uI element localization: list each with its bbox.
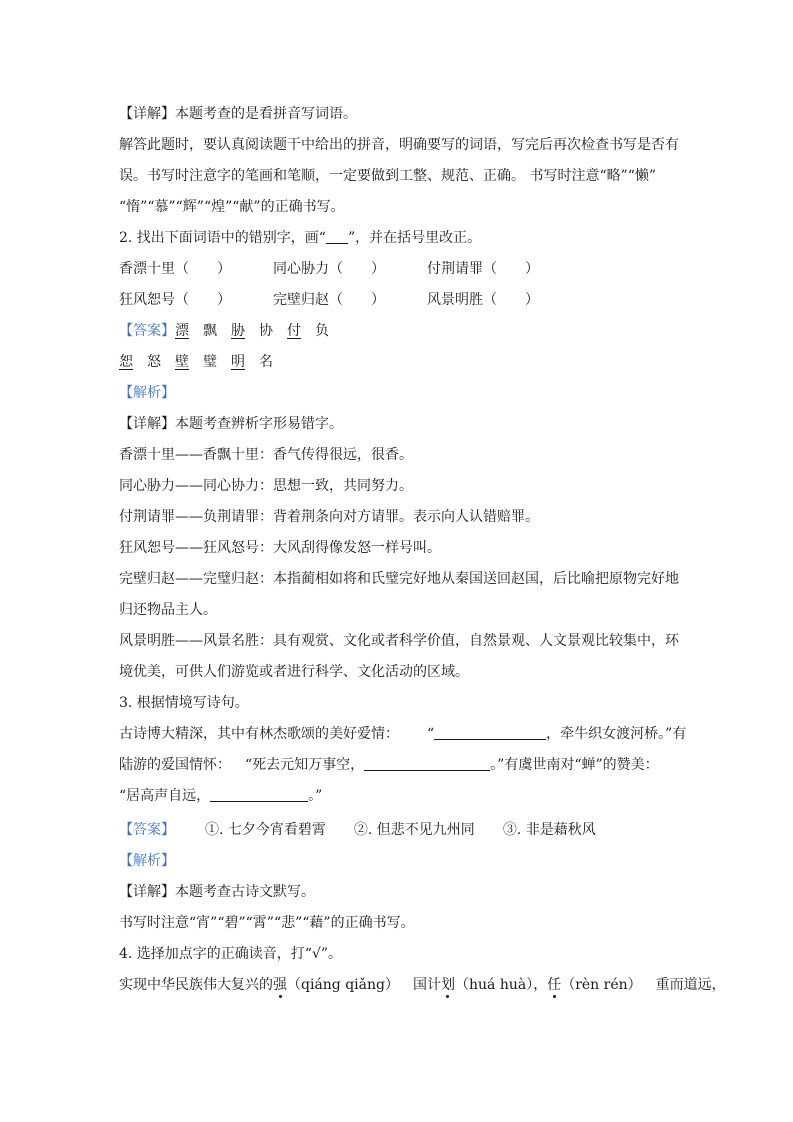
answer-char: 胁 [231, 323, 245, 339]
explanation-line: 完壁归赵——完璧归赵：本指蔺相如将和氏璧完好地从秦国送回赵国，后比喻把原物完好地 [119, 571, 679, 587]
q2-answer-row [119, 321, 329, 341]
q1-detail-line [119, 104, 357, 124]
text-segment: 重而道远， [655, 977, 726, 993]
answer-item: ②. 但悲不见九州同 [353, 822, 475, 838]
q2-title-post: ”，并在括号里改正。 [347, 230, 482, 246]
text-segment: 。” [308, 788, 323, 804]
q2-items-row [119, 290, 539, 310]
pinyin-options: （huá huà）， [454, 977, 548, 993]
text-segment: “ [427, 726, 435, 742]
explanation-line: 同心胁力——同心协力：思想一致，共同努力。 [119, 478, 413, 494]
text-segment: “居高声自远， [119, 788, 211, 804]
q2-answer-row [119, 352, 273, 372]
answer-char: 协 [259, 323, 273, 339]
q3-answer-row [119, 820, 596, 840]
detail-text: 本题考查古诗文默写。 [175, 884, 315, 900]
answer-item: ①. 七夕今宵看碧霄 [205, 822, 326, 838]
q3-note: 书写时注意“宵”“碧”“霄”“悲”“藉”的正确书写。 [119, 915, 415, 931]
detail-label: 【详解】 [119, 884, 175, 900]
answer-char: 壁 [175, 354, 189, 370]
q2-detail-line [119, 414, 343, 434]
q3-poem-line [119, 724, 686, 744]
explanation-line: 狂风恕号——狂风怒号：大风刮得像发怒一样号叫。 [119, 540, 441, 556]
answer-char: 怒 [147, 354, 161, 370]
explanation-line: 香漂十里——香飘十里：香气传得很远，很香。 [119, 447, 413, 463]
word-item: 完壁归赵（ ） [273, 292, 385, 308]
text-segment: 陆游的爱国情怀： [119, 757, 231, 773]
answer-char: 漂 [175, 323, 189, 339]
dotted-char: 划 [440, 977, 455, 993]
q2-title-pre: 2. 找出下面词语中的错别字，画“ [119, 230, 326, 246]
fill-blank [434, 725, 546, 740]
detail-text: 本题考查辨析字形易错字。 [175, 416, 343, 432]
answer-label: 【答案】 [119, 822, 175, 838]
q3-detail-line [119, 882, 315, 902]
detail-text: 本题考查的是看拼音写词语。 [175, 106, 357, 122]
text-segment: “死去元知万事空， [245, 757, 365, 773]
word-item: 香漂十里（ ） [119, 261, 231, 277]
q4-sentence [119, 975, 726, 995]
q1-para-line: 解答此题时，要认真阅读题干中给出的拼音，明确要写的词语，写完后再次检查书写是否有 [119, 137, 679, 153]
word-item: 同心胁力（ ） [273, 261, 385, 277]
underline-mark [326, 229, 348, 244]
text-segment: ，牵牛织女渡河桥。”有 [546, 726, 687, 742]
word-item: 风景明胜（ ） [427, 292, 539, 308]
q3-poem-line [119, 786, 322, 806]
q4-title: 4. 选择加点字的正确读音，打“√”。 [119, 946, 343, 962]
q1-para-line: “惰”“慕”“辉”“煌”“献”的正确书写。 [119, 199, 345, 215]
detail-label: 【详解】 [119, 106, 175, 122]
word-item: 狂风恕号（ ） [119, 292, 231, 308]
fill-blank [210, 787, 308, 802]
text-segment: 国计 [412, 977, 441, 993]
explanation-line: 风景明胜——风景名胜：具有观赏、文化或者科学价值，自然景观、人文景观比较集中，环 [119, 633, 679, 649]
answer-char: 负 [315, 323, 329, 339]
analysis-label: 【解析】 [119, 385, 175, 401]
pinyin-options: （rèn rén） [561, 977, 642, 993]
answer-char: 飘 [203, 323, 217, 339]
explanation-line: 归还物品主人。 [119, 602, 217, 618]
q2-title [119, 228, 481, 248]
fill-blank [364, 756, 490, 771]
analysis-label: 【解析】 [119, 853, 175, 869]
answer-char: 璧 [203, 354, 217, 370]
q2-items-row [119, 259, 539, 279]
q3-poem-line [119, 755, 659, 775]
answer-label: 【答案】 [119, 323, 175, 339]
answer-char: 名 [259, 354, 273, 370]
text-segment: 实现中华民族伟大复兴的 [119, 977, 273, 993]
dotted-char: 任 [547, 977, 562, 993]
pinyin-options: （qiáng qiǎng） [287, 977, 399, 993]
explanation-line: 境优美，可供人们游览或者进行科学、文化活动的区域。 [119, 664, 469, 680]
answer-item: ③. 非是藉秋风 [502, 822, 596, 838]
dotted-char: 强 [273, 977, 287, 993]
text-segment: 。”有虞世南对“蝉”的赞美： [490, 757, 659, 773]
explanation-line: 付荆请罪——负荆请罪：背着荆条向对方请罪。表示向人认错赔罪。 [119, 509, 539, 525]
answer-char: 明 [231, 354, 245, 370]
q3-title: 3. 根据情境写诗句。 [119, 695, 249, 711]
answer-char: 恕 [119, 354, 133, 370]
answer-char: 付 [287, 323, 301, 339]
detail-label: 【详解】 [119, 416, 175, 432]
q1-para-line: 误。书写时注意字的笔画和笔顺，一定要做到工整、规范、正确。 书写时注意“略”“懒” [119, 168, 657, 184]
word-item: 付荆请罪（ ） [427, 261, 539, 277]
text-segment: 古诗博大精深，其中有林杰歌颂的美好爱情： [119, 726, 399, 742]
